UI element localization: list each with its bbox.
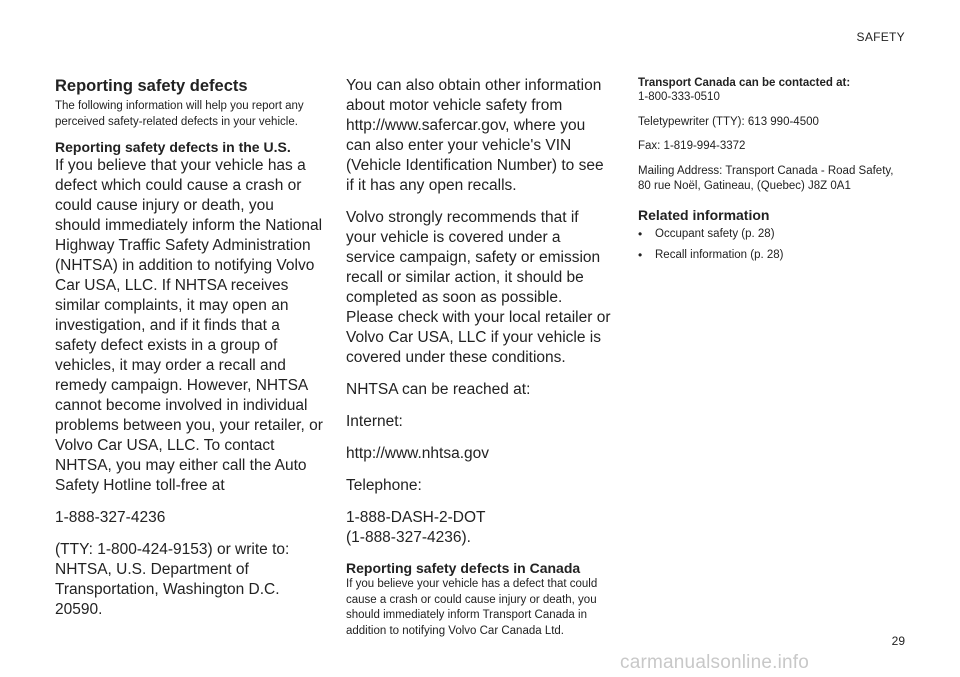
related-link-label: Occupant safety (p. 28) [655, 227, 775, 240]
related-link-occupant-safety[interactable] [638, 227, 908, 243]
nhtsa-reach-text: NHTSA can be reached at: [346, 381, 531, 398]
telephone-label: Telephone: [346, 477, 422, 494]
transport-canada-heading: Transport Canada can be contacted at: [638, 77, 851, 89]
internet-link[interactable]: http://www.nhtsa.gov [346, 445, 490, 462]
column-left [55, 76, 323, 620]
intro-text: The following information will help you report any perceived safety-related defects in your vehicle. [55, 100, 304, 128]
recall-paragraph: Volvo strongly recommends that if your vehicle is covered under a service campaign, safety or emission recall or similar action, it should be completed as soon as possible. Please check with your local retailer or Volvo Car USA, LLC if your vehicle is covered under these conditions. [346, 209, 611, 366]
section-title: Reporting safety defects [55, 77, 248, 95]
safercar-paragraph: You can also obtain other information about motor vehicle safety from http://www.safercar.gov, where you can also enter your vehicle's VIN (Vehicle Identification Number) to see if it has any open recalls. [346, 77, 604, 194]
related-info-list [638, 227, 908, 264]
column-right [638, 76, 908, 270]
related-info-heading: Related information [638, 206, 770, 223]
us-hotline-number: 1-888-327-4236 [55, 509, 166, 526]
tc-tty: Teletypewriter (TTY): 613 990-4500 [638, 115, 819, 128]
tc-mailing-address: Mailing Address: Transport Canada - Road Safety, 80 rue Noël, Gatineau, (Quebec) J8Z 0A1 [638, 164, 894, 192]
watermark-text: carmanualsonline.info [620, 652, 810, 673]
page-header-section: SAFETY [856, 30, 905, 44]
tc-fax: Fax: 1-819-994-3372 [638, 140, 746, 152]
bullet-icon: • [638, 226, 643, 241]
column-middle [346, 76, 611, 639]
tc-phone: 1-800-333-0510 [638, 91, 720, 103]
canada-heading: Reporting safety defects in Canada [346, 560, 581, 576]
us-heading: Reporting safety defects in the U.S. [55, 139, 291, 155]
related-link-recall-information[interactable] [638, 248, 908, 264]
page-number: 29 [891, 634, 905, 648]
us-paragraph: If you believe that your vehicle has a defect which could cause a crash or could cause injury or death, you should immediately inform the National Highway Traffic Safety Administration (NHTSA) in addition to notifying Volvo Car USA, LLC. If NHTSA receives similar complaints, it may open an investigation, and if it finds that a safety defect exists in a group of vehicles, it may order a recall and remedy campaign. However, NHTSA cannot become involved in individual problems between you, your retailer, or Volvo Car USA, LLC. To contact NHTSA, you may either call the Auto Safety Hotline toll-free at [55, 157, 323, 494]
us-contact-address: (TTY: 1-800-424-9153) or write to: NHTSA, U.S. Department of Transportation, Washington D.C. 20590. [55, 541, 290, 618]
bullet-icon: • [638, 248, 643, 262]
internet-label: Internet: [346, 413, 403, 430]
telephone-value-line1: 1-888-DASH-2-DOT [346, 509, 486, 526]
related-link-label: Recall information (p. 28) [655, 249, 784, 261]
telephone-value-line2: (1-888-327-4236). [346, 529, 471, 546]
canada-paragraph: If you believe your vehicle has a defect that could cause a crash or could cause injury or death, you should immediately inform Transport Canada in addition to notifying Volvo Car Canada Ltd. [346, 578, 598, 637]
